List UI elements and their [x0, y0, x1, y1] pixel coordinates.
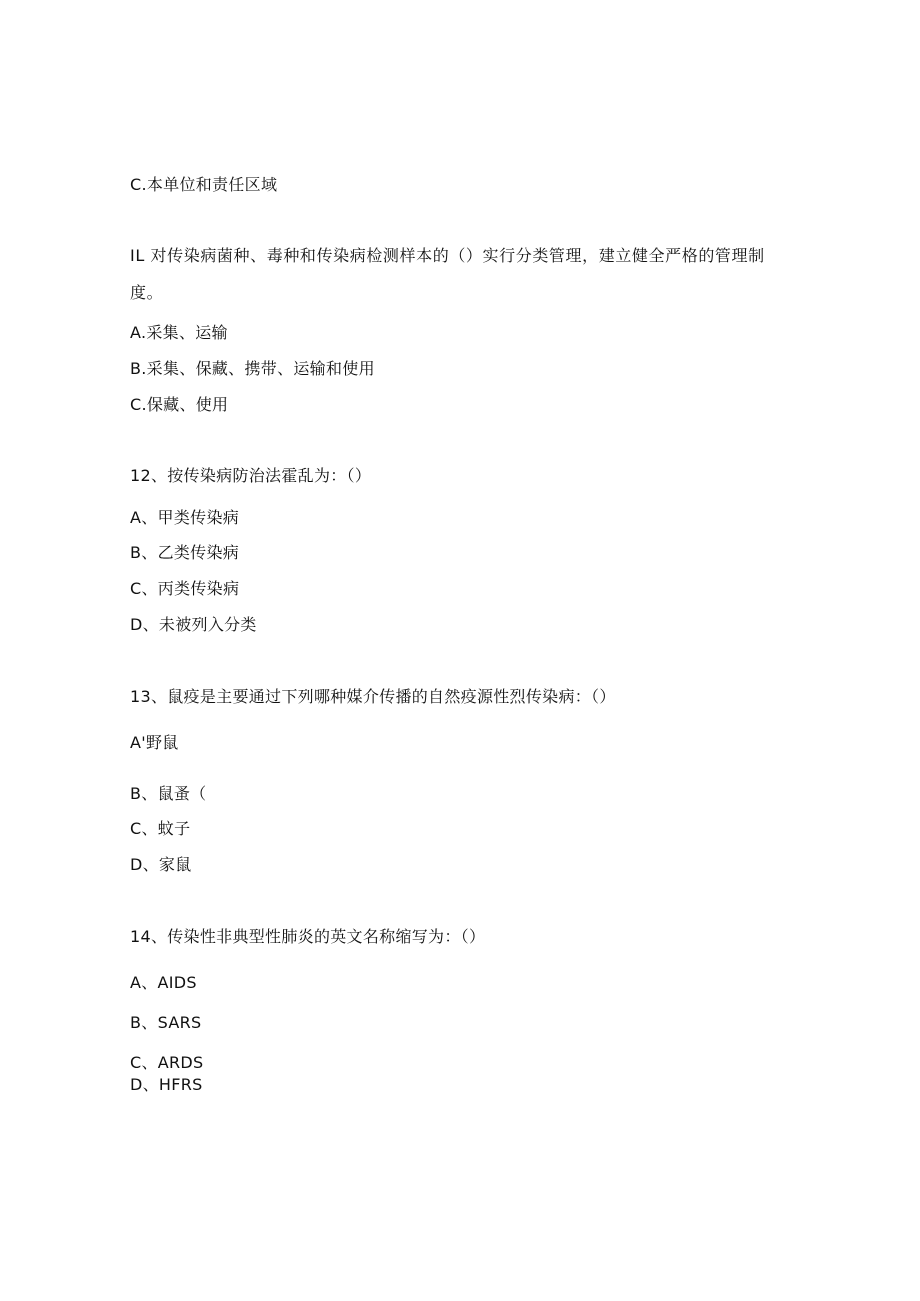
q10-option-c: C.本单位和责任区域 [130, 175, 278, 194]
q14-option-d: D、HFRS [130, 1075, 203, 1094]
q12-option-d: D、未被列入分类 [130, 615, 257, 634]
q11-option-c: C.保藏、使用 [130, 395, 229, 414]
q13-option-c: C、蚊子 [130, 819, 191, 838]
q13-question: 13、鼠疫是主要通过下列哪种媒介传播的自然疫源性烈传染病：（） [130, 687, 616, 706]
q14-option-a: A、AIDS [130, 973, 197, 992]
q12-question: 12、按传染病防治法霍乱为：（） [130, 466, 372, 485]
q13-option-b: B、鼠蚤（ [130, 784, 207, 803]
q12-option-a: A、甲类传染病 [130, 508, 240, 527]
q13-option-a: A'野鼠 [130, 733, 179, 752]
q12-option-b: B、乙类传染病 [130, 543, 240, 562]
q11-option-a: A.采集、运输 [130, 323, 228, 342]
q14-option-c: C、ARDS [130, 1053, 204, 1072]
q13-option-d: D、家鼠 [130, 855, 192, 874]
q12-option-c: C、丙类传染病 [130, 579, 240, 598]
q11-option-b: B.采集、保藏、携带、运输和使用 [130, 359, 375, 378]
q11-question: IL 对传染病菌种、毒种和传染病检测样本的（）实行分类管理，建立健全严格的管理制度。 [130, 246, 765, 302]
q14-option-b: B、SARS [130, 1013, 202, 1032]
q14-question: 14、传染性非典型性肺炎的英文名称缩写为：（） [130, 927, 486, 946]
